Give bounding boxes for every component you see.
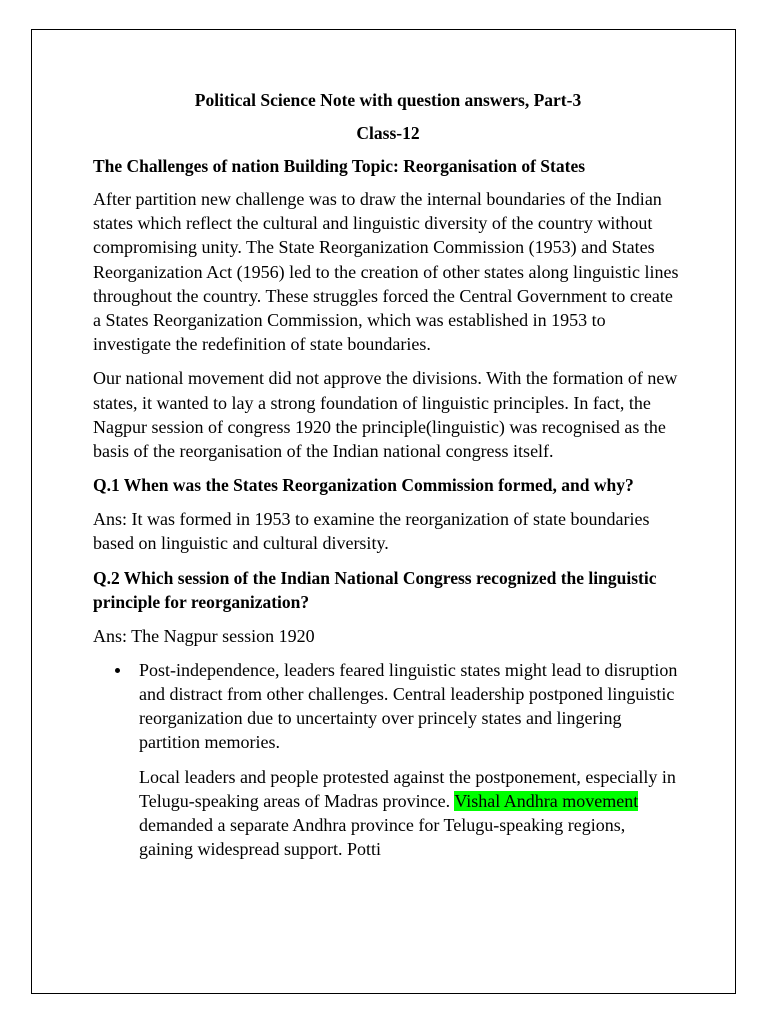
bullet-list bbox=[93, 658, 683, 862]
followup-text-after: demanded a separate Andhra province for Telugu-speaking regions, gaining widespread support. Potti bbox=[139, 815, 626, 860]
bullet-icon bbox=[115, 668, 120, 673]
question-1: Q.1 When was the States Reorganization Commission formed, and why? bbox=[93, 475, 634, 496]
question-2: Q.2 Which session of the Indian National Congress recognized the linguistic principle for reorganization? bbox=[93, 567, 657, 612]
answer-1: Ans: It was formed in 1953 to examine the reorganization of state boundaries based on linguistic and cultural diversity. bbox=[93, 509, 650, 554]
paragraph-intro: After partition new challenge was to draw the internal boundaries of the Indian states which reflect the cultural and linguistic diversity of the country without compromising unity. The State Reorganization Commission (1953) and States Reorganization Act (1956) led to the creation of other states along linguistic lines throughout the country. These struggles forced the Central Government to create a States Reorganization Commission, which was established in 1953 to investigate the redefinition of state boundaries. bbox=[93, 189, 679, 355]
bullet-followup bbox=[139, 765, 683, 862]
document-title: Political Science Note with question answers, Part-3 bbox=[194, 90, 582, 110]
highlighted-text: Vishal Andhra movement bbox=[454, 790, 639, 811]
document-body bbox=[93, 88, 683, 871]
class-label: Class-12 bbox=[356, 123, 420, 143]
list-item bbox=[93, 658, 683, 862]
topic-heading: The Challenges of nation Building Topic: Reorganisation of States bbox=[93, 156, 586, 176]
paragraph-national-movement: Our national movement did not approve the divisions. With the formation of new states, it wanted to lay a strong foundation of linguistic principles. In fact, the Nagpur session of congress 1920 the principle(linguistic) was recognised as the basis of the reorganisation of the Indian national congress itself. bbox=[93, 368, 678, 462]
answer-2: Ans: The Nagpur session 1920 bbox=[93, 625, 315, 646]
bullet-text: Post-independence, leaders feared linguistic states might lead to disruption and distract from other challenges. Central leadership postponed linguistic reorganization due to uncertainty over princely states and lingering partition memories. bbox=[139, 659, 678, 753]
followup-text-before: Local leaders and people protested against the postponement, especially in Telugu-speaking areas of Madras province. bbox=[139, 766, 676, 811]
